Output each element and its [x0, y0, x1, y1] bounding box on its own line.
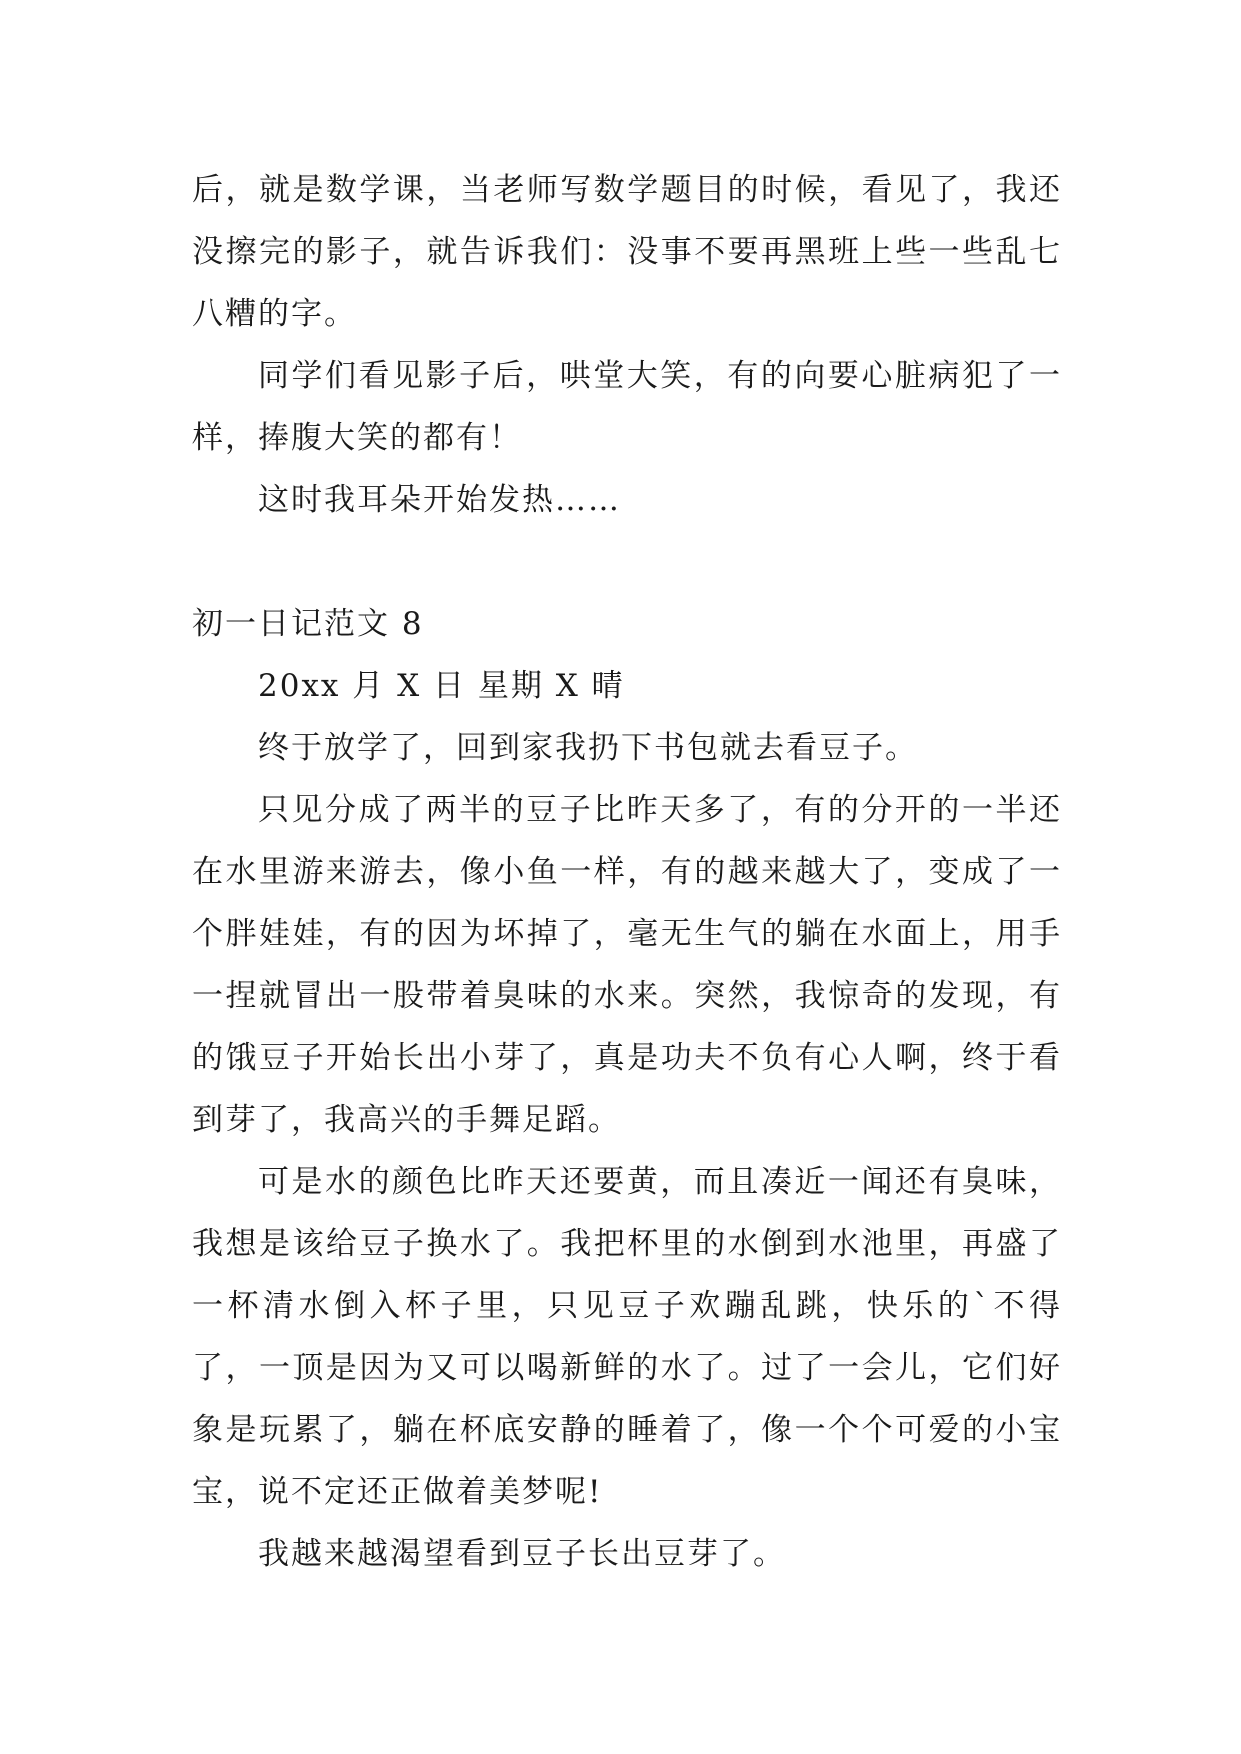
paragraph: 终于放学了，回到家我扔下书包就去看豆子。 — [258, 730, 918, 766]
document-body — [192, 159, 1062, 1585]
paragraph: 我越来越渴望看到豆子长出豆芽了。 — [258, 1536, 786, 1572]
paragraph-continued: 后，就是数学课，当老师写数学题目的时候，看见了，我还没擦完的影子，就告诉我们：没事不要再黑班上些一些乱七八糟的字。 — [192, 172, 1062, 332]
paragraph: 这时我耳朵开始发热…… — [258, 482, 621, 518]
date-line: 20xx 月 X 日 星期 X 晴 — [258, 668, 625, 704]
paragraph: 只见分成了两半的豆子比昨天多了，有的分开的一半还在水里游来游去，像小鱼一样，有的越来越大了，变成了一个胖娃娃，有的因为坏掉了，毫无生气的躺在水面上，用手一捏就冒出一股带着臭味的水来。突然，我惊奇的发现，有的饿豆子开始长出小芽了，真是功夫不负有心人啊，终于看到芽了，我高兴的手舞足蹈。 — [192, 792, 1062, 1138]
paragraph: 可是水的颜色比昨天还要黄，而且凑近一闻还有臭味，我想是该给豆子换水了。我把杯里的水倒到水池里，再盛了一杯清水倒入杯子里，只见豆子欢蹦乱跳，快乐的`不得了，一顶是因为又可以喝新鲜的水了。过了一会儿，它们好象是玩累了，躺在杯底安静的睡着了，像一个个可爱的小宝宝，说不定还正做着美梦呢! — [192, 1164, 1062, 1510]
paragraph: 同学们看见影子后，哄堂大笑，有的向要心脏病犯了一样，捧腹大笑的都有！ — [192, 358, 1062, 456]
section-title: 初一日记范文 8 — [192, 606, 424, 642]
